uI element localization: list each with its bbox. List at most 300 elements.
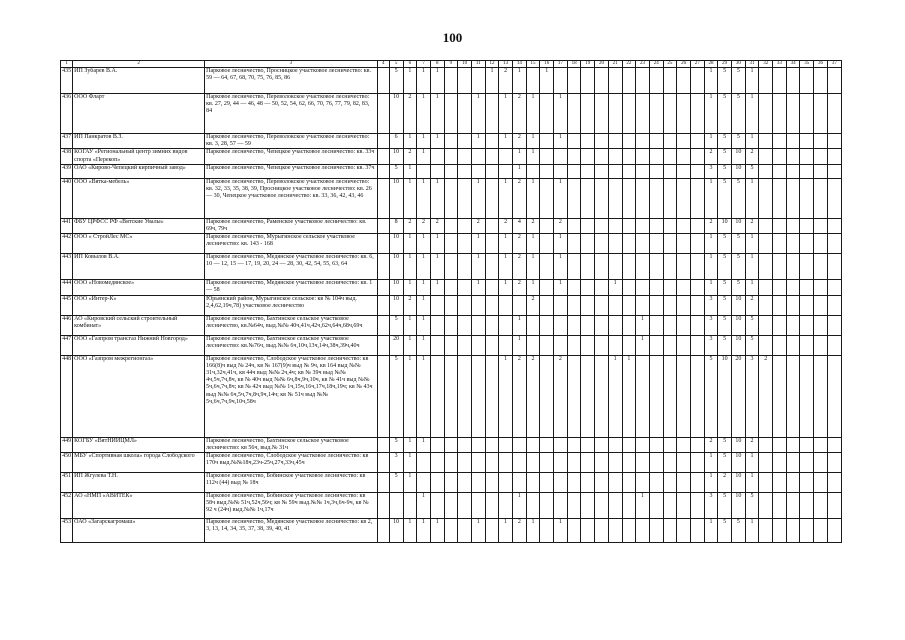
value-cell <box>499 335 513 355</box>
value-cell <box>690 315 704 335</box>
value-cell <box>567 473 581 493</box>
value-cell <box>377 164 389 178</box>
row-number: 444 <box>61 280 73 295</box>
value-cell <box>608 234 622 254</box>
value-cell <box>622 473 636 493</box>
value-cell: 2 <box>745 437 759 452</box>
column-number: 24 <box>649 61 663 68</box>
value-cell: 1 <box>704 68 718 94</box>
value-cell <box>608 218 622 233</box>
value-cell <box>814 493 828 519</box>
value-cell <box>608 164 622 178</box>
value-cell <box>636 94 650 134</box>
value-cell <box>403 493 417 519</box>
value-cell: 1 <box>745 473 759 493</box>
value-cell <box>458 295 472 315</box>
value-cell <box>608 335 622 355</box>
value-cell <box>786 437 800 452</box>
value-cell <box>649 335 663 355</box>
value-cell: 5 <box>732 134 746 149</box>
value-cell: 1 <box>526 234 540 254</box>
value-cell <box>444 218 458 233</box>
value-cell: 1 <box>526 519 540 543</box>
table-row <box>61 234 842 254</box>
value-cell <box>444 437 458 452</box>
value-cell <box>458 335 472 355</box>
column-number: 23 <box>636 61 650 68</box>
column-number: 13 <box>499 61 513 68</box>
value-cell <box>649 493 663 519</box>
value-cell <box>458 315 472 335</box>
value-cell <box>759 315 773 335</box>
value-cell <box>377 94 389 134</box>
value-cell: 1 <box>471 234 485 254</box>
row-number: 440 <box>61 178 73 218</box>
value-cell <box>595 315 609 335</box>
value-cell <box>759 218 773 233</box>
value-cell <box>690 68 704 94</box>
value-cell: 10 <box>732 453 746 473</box>
value-cell <box>636 280 650 295</box>
value-cell <box>773 280 787 295</box>
value-cell <box>622 519 636 543</box>
value-cell: 3 <box>389 453 403 473</box>
row-number: 446 <box>61 315 73 335</box>
value-cell <box>540 134 554 149</box>
value-cell <box>690 178 704 218</box>
value-cell <box>458 437 472 452</box>
value-cell: 1 <box>704 453 718 473</box>
value-cell <box>581 493 595 519</box>
value-cell <box>608 68 622 94</box>
row-number: 442 <box>61 234 73 254</box>
value-cell <box>554 315 568 335</box>
value-cell <box>636 437 650 452</box>
value-cell <box>814 134 828 149</box>
value-cell <box>663 280 677 295</box>
value-cell <box>485 149 499 164</box>
value-cell <box>649 218 663 233</box>
value-cell <box>458 234 472 254</box>
value-cell: 2 <box>526 295 540 315</box>
value-cell <box>513 473 527 493</box>
value-cell <box>690 94 704 134</box>
value-cell <box>759 149 773 164</box>
value-cell: 5 <box>718 437 732 452</box>
value-cell <box>608 295 622 315</box>
value-cell: 2 <box>745 295 759 315</box>
value-cell <box>636 178 650 218</box>
location-description: Парковое лесничество, Медянское участковое лесничество: кв. 1 — 58 <box>205 280 378 295</box>
value-cell <box>622 295 636 315</box>
value-cell <box>786 68 800 94</box>
value-cell <box>759 519 773 543</box>
organization-name: ООО «Новомедянское» <box>73 280 205 295</box>
value-cell: 5 <box>732 94 746 134</box>
value-cell <box>649 315 663 335</box>
value-cell: 2 <box>403 149 417 164</box>
value-cell <box>540 437 554 452</box>
value-cell: 1 <box>513 315 527 335</box>
value-cell <box>458 94 472 134</box>
value-cell <box>485 280 499 295</box>
location-description: Парковое лесничество, Раменское участковое лесничество: кв. 69ч, 79ч <box>205 218 378 233</box>
value-cell <box>567 68 581 94</box>
organization-name: ИП Панкратов В.З. <box>73 134 205 149</box>
value-cell <box>786 280 800 295</box>
value-cell: 1 <box>526 134 540 149</box>
value-cell: 1 <box>430 280 444 295</box>
value-cell: 1 <box>403 453 417 473</box>
value-cell <box>622 68 636 94</box>
value-cell <box>786 519 800 543</box>
value-cell <box>554 68 568 94</box>
value-cell <box>430 335 444 355</box>
value-cell <box>595 234 609 254</box>
value-cell <box>759 437 773 452</box>
value-cell: 1 <box>417 335 431 355</box>
value-cell <box>773 355 787 437</box>
value-cell <box>622 453 636 473</box>
value-cell <box>759 68 773 94</box>
value-cell <box>608 254 622 280</box>
value-cell <box>677 234 691 254</box>
value-cell: 1 <box>513 164 527 178</box>
value-cell <box>786 149 800 164</box>
value-cell <box>663 134 677 149</box>
location-description: Парковое лесничество, Бахтинское сельское участковое лесничество, кв.№64ч, выд.№№ 40ч,41ч,42ч,62ч,64ч,68ч,69ч <box>205 315 378 335</box>
column-number: 8 <box>430 61 444 68</box>
column-number: 36 <box>814 61 828 68</box>
value-cell <box>377 68 389 94</box>
value-cell: 1 <box>540 68 554 94</box>
column-number: 5 <box>389 61 403 68</box>
value-cell <box>499 493 513 519</box>
value-cell: 10 <box>732 493 746 519</box>
value-cell <box>622 234 636 254</box>
value-cell: 1 <box>745 234 759 254</box>
value-cell <box>827 355 841 437</box>
value-cell: 2 <box>718 473 732 493</box>
value-cell <box>485 355 499 437</box>
column-number: 32 <box>759 61 773 68</box>
value-cell <box>786 94 800 134</box>
organization-name: ФБУ ЦРФСС РФ «Вятские Увалы» <box>73 218 205 233</box>
value-cell <box>759 453 773 473</box>
table-row <box>61 254 842 280</box>
row-number: 439 <box>61 164 73 178</box>
value-cell <box>595 164 609 178</box>
value-cell <box>773 134 787 149</box>
value-cell: 5 <box>718 164 732 178</box>
value-cell: 5 <box>718 315 732 335</box>
value-cell <box>759 335 773 355</box>
value-cell <box>827 234 841 254</box>
value-cell: 5 <box>718 254 732 280</box>
value-cell <box>608 493 622 519</box>
value-cell: 1 <box>430 178 444 218</box>
value-cell <box>485 134 499 149</box>
value-cell: 1 <box>499 178 513 218</box>
location-description: Парковое лесничество, Бахтинское сельское участковое лесничество: кв.№76ч, выд.№№ 6ч,10ч,13ч,14ч,38ч,39ч,40ч <box>205 335 378 355</box>
row-number: 436 <box>61 94 73 134</box>
value-cell <box>458 493 472 519</box>
row-number: 437 <box>61 134 73 149</box>
value-cell: 2 <box>704 437 718 452</box>
value-cell <box>458 134 472 149</box>
value-cell <box>786 335 800 355</box>
value-cell: 4 <box>513 218 527 233</box>
page-number: 100 <box>442 30 463 45</box>
value-cell <box>444 295 458 315</box>
value-cell: 1 <box>499 280 513 295</box>
value-cell <box>540 254 554 280</box>
value-cell <box>677 254 691 280</box>
value-cell: 10 <box>732 473 746 493</box>
value-cell <box>636 134 650 149</box>
value-cell <box>444 234 458 254</box>
value-cell <box>677 519 691 543</box>
value-cell <box>786 218 800 233</box>
value-cell <box>444 94 458 134</box>
organization-name: ООО «Газпром трансгаз Нижний Новгород» <box>73 335 205 355</box>
value-cell: 1 <box>430 254 444 280</box>
value-cell <box>581 355 595 437</box>
value-cell: 2 <box>499 218 513 233</box>
value-cell: 5 <box>745 335 759 355</box>
value-cell <box>800 149 814 164</box>
value-cell <box>581 453 595 473</box>
value-cell <box>690 355 704 437</box>
column-number: 37 <box>827 61 841 68</box>
value-cell <box>581 218 595 233</box>
value-cell: 1 <box>403 164 417 178</box>
value-cell <box>513 437 527 452</box>
value-cell <box>595 68 609 94</box>
value-cell <box>663 437 677 452</box>
row-number: 445 <box>61 295 73 315</box>
value-cell: 2 <box>526 218 540 233</box>
value-cell <box>485 234 499 254</box>
value-cell: 1 <box>417 134 431 149</box>
organization-name: ООО «Вятка-мебель» <box>73 178 205 218</box>
table-row <box>61 493 842 519</box>
value-cell: 1 <box>513 335 527 355</box>
value-cell: 1 <box>704 134 718 149</box>
value-cell <box>485 437 499 452</box>
value-cell <box>567 134 581 149</box>
value-cell <box>581 280 595 295</box>
value-cell: 5 <box>718 134 732 149</box>
row-number: 435 <box>61 68 73 94</box>
value-cell <box>814 315 828 335</box>
value-cell: 10 <box>389 254 403 280</box>
column-number: 27 <box>690 61 704 68</box>
value-cell <box>567 519 581 543</box>
value-cell <box>786 134 800 149</box>
value-cell <box>526 437 540 452</box>
value-cell: 10 <box>732 315 746 335</box>
value-cell: 1 <box>745 254 759 280</box>
value-cell: 5 <box>732 519 746 543</box>
value-cell <box>554 453 568 473</box>
value-cell <box>814 437 828 452</box>
value-cell <box>567 94 581 134</box>
table-row <box>61 134 842 149</box>
value-cell <box>458 254 472 280</box>
value-cell <box>827 178 841 218</box>
column-number: 11 <box>471 61 485 68</box>
column-number: 29 <box>718 61 732 68</box>
value-cell <box>814 164 828 178</box>
value-cell: 2 <box>554 218 568 233</box>
register-table <box>60 60 842 543</box>
organization-name: ИП Жгулева Т.Н. <box>73 473 205 493</box>
value-cell <box>567 164 581 178</box>
value-cell <box>526 315 540 335</box>
value-cell <box>827 473 841 493</box>
value-cell: 3 <box>704 295 718 315</box>
value-cell: 1 <box>622 355 636 437</box>
value-cell <box>581 149 595 164</box>
value-cell <box>649 473 663 493</box>
value-cell <box>581 164 595 178</box>
value-cell: 1 <box>745 178 759 218</box>
value-cell <box>471 493 485 519</box>
value-cell <box>485 254 499 280</box>
value-cell <box>377 134 389 149</box>
value-cell <box>663 94 677 134</box>
value-cell <box>471 473 485 493</box>
value-cell <box>540 519 554 543</box>
value-cell <box>595 453 609 473</box>
value-cell <box>595 178 609 218</box>
value-cell: 2 <box>513 519 527 543</box>
value-cell <box>377 254 389 280</box>
value-cell <box>636 218 650 233</box>
value-cell <box>690 149 704 164</box>
value-cell <box>827 280 841 295</box>
table-row <box>61 149 842 164</box>
value-cell <box>663 493 677 519</box>
value-cell: 1 <box>745 519 759 543</box>
value-cell <box>554 295 568 315</box>
value-cell <box>786 453 800 473</box>
value-cell <box>622 94 636 134</box>
table-row <box>61 280 842 295</box>
value-cell: 20 <box>389 335 403 355</box>
value-cell <box>622 493 636 519</box>
value-cell <box>677 149 691 164</box>
value-cell: 10 <box>718 218 732 233</box>
value-cell: 1 <box>417 519 431 543</box>
value-cell <box>677 218 691 233</box>
value-cell: 1 <box>526 149 540 164</box>
value-cell <box>786 315 800 335</box>
value-cell <box>595 254 609 280</box>
value-cell <box>814 218 828 233</box>
value-cell <box>567 493 581 519</box>
location-description: Парковое лесничество, Просницкое участковое лесничество: кв. 59 — 64, 67, 68, 70, 75, 76, 85, 86 <box>205 68 378 94</box>
column-number: 21 <box>608 61 622 68</box>
value-cell <box>444 68 458 94</box>
value-cell <box>827 493 841 519</box>
value-cell: 2 <box>745 149 759 164</box>
location-description: Парковое лесничество, Переволокское участковое лесничество: кв. 27, 29, 44 — 46, 48 — 50, 52, 54, 62, 66, 70, 76, 77, 79, 82, 83, 84 <box>205 94 378 134</box>
value-cell <box>377 335 389 355</box>
value-cell: 1 <box>499 94 513 134</box>
value-cell <box>800 315 814 335</box>
value-cell: 2 <box>745 218 759 233</box>
value-cell <box>814 519 828 543</box>
value-cell <box>567 335 581 355</box>
value-cell: 5 <box>745 493 759 519</box>
value-cell: 1 <box>417 68 431 94</box>
value-cell: 1 <box>403 254 417 280</box>
location-description: Парковое лесничество, Чепецкое участковое лесничество: кв. 37ч <box>205 164 378 178</box>
value-cell <box>827 519 841 543</box>
value-cell: 10 <box>732 437 746 452</box>
column-number: 7 <box>417 61 431 68</box>
value-cell <box>581 134 595 149</box>
value-cell <box>786 493 800 519</box>
row-number: 450 <box>61 453 73 473</box>
value-cell: 3 <box>745 355 759 437</box>
value-cell <box>377 493 389 519</box>
value-cell: 1 <box>704 519 718 543</box>
value-cell: 1 <box>430 134 444 149</box>
value-cell <box>649 453 663 473</box>
value-cell <box>485 295 499 315</box>
value-cell <box>827 315 841 335</box>
value-cell <box>608 315 622 335</box>
value-cell: 1 <box>513 68 527 94</box>
value-cell <box>377 280 389 295</box>
value-cell <box>773 473 787 493</box>
value-cell <box>773 178 787 218</box>
value-cell <box>417 164 431 178</box>
value-cell <box>690 254 704 280</box>
value-cell <box>567 178 581 218</box>
value-cell <box>663 295 677 315</box>
value-cell <box>773 335 787 355</box>
value-cell <box>581 295 595 315</box>
value-cell: 1 <box>417 437 431 452</box>
value-cell: 1 <box>554 280 568 295</box>
value-cell <box>444 178 458 218</box>
value-cell <box>595 94 609 134</box>
value-cell: 10 <box>389 295 403 315</box>
value-cell <box>827 164 841 178</box>
value-cell <box>773 234 787 254</box>
value-cell <box>581 335 595 355</box>
value-cell: 1 <box>554 254 568 280</box>
value-cell <box>773 295 787 315</box>
value-cell <box>554 493 568 519</box>
value-cell: 1 <box>526 94 540 134</box>
value-cell <box>649 519 663 543</box>
value-cell: 5 <box>389 164 403 178</box>
value-cell <box>499 295 513 315</box>
value-cell <box>814 68 828 94</box>
value-cell <box>759 280 773 295</box>
value-cell <box>759 134 773 149</box>
value-cell <box>499 473 513 493</box>
value-cell <box>499 149 513 164</box>
value-cell <box>540 149 554 164</box>
value-cell <box>690 493 704 519</box>
value-cell <box>595 355 609 437</box>
